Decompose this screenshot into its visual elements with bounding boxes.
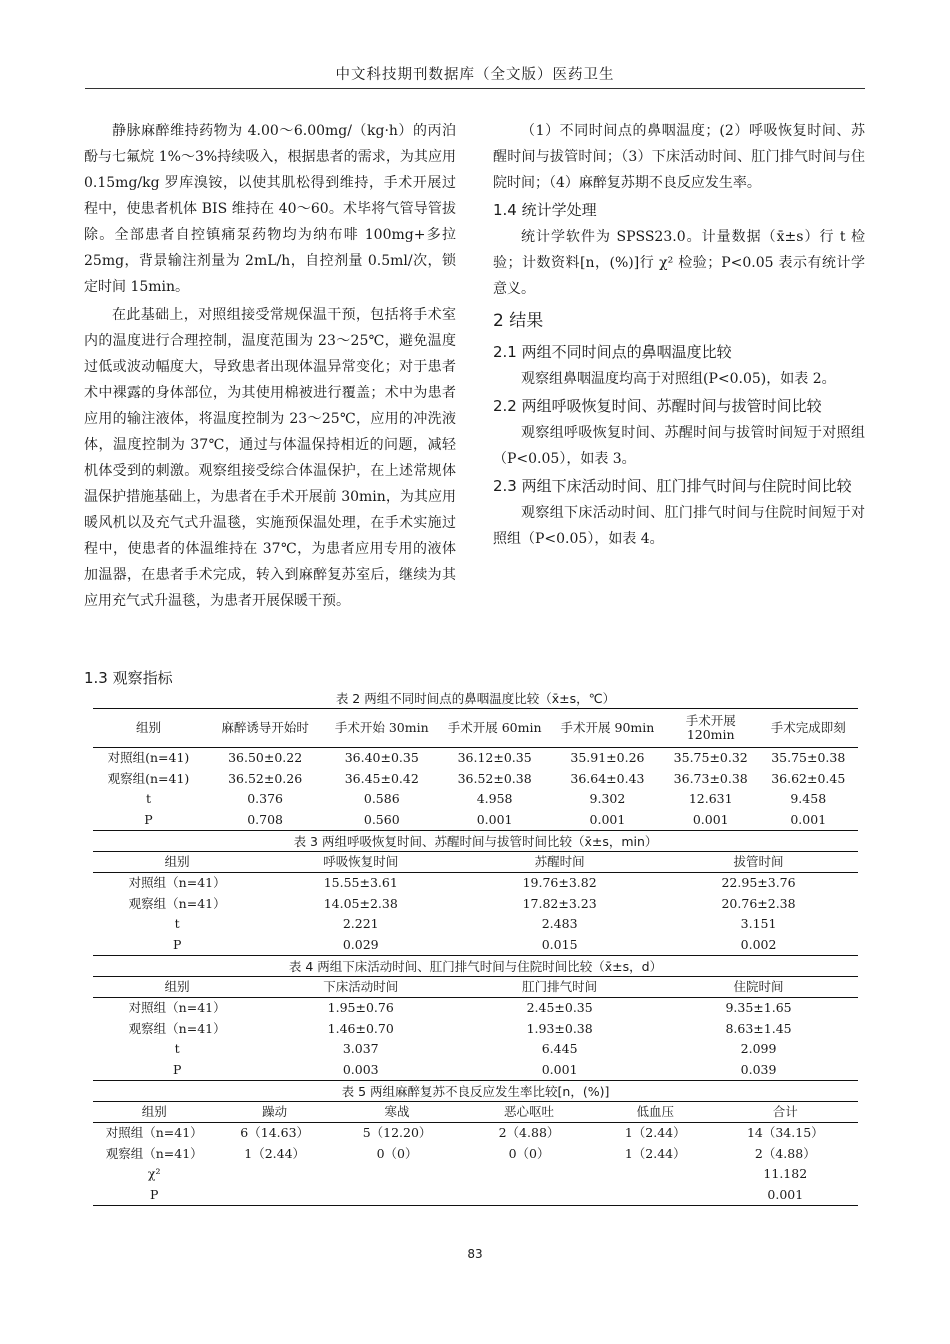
table-cell (460, 1164, 598, 1185)
table-cell: 2（4.88） (754, 1145, 816, 1161)
page-number: 83 (467, 1247, 483, 1261)
table-cell: 2.221 (342, 916, 379, 932)
table-cell: 20.76±2.38 (721, 895, 796, 911)
row-label-cell: 观察组（n=41） (105, 1145, 203, 1161)
table-cell: 1.95±0.76 (327, 1000, 394, 1016)
table-cell: 0.586 (363, 791, 400, 807)
table-cell: 0.560 (363, 811, 400, 827)
column-header: 组别 (93, 852, 261, 873)
table-cell: 0.001 (692, 811, 729, 827)
section-2-1-heading: 2.1 两组不同时间点的鼻咽温度比较 (493, 343, 732, 361)
table-cell: 35.75±0.38 (771, 750, 846, 766)
table-cell: 0.376 (247, 791, 284, 807)
table-cell (215, 1185, 334, 1206)
table-cell: 12.631 (688, 791, 733, 807)
table-row (93, 1039, 858, 1060)
table-cell: 9.302 (589, 791, 626, 807)
table-cell: 14.05±2.38 (323, 895, 398, 911)
column-header: 低血压 (598, 1102, 713, 1123)
result-2-2-paragraph: 观察组呼吸恢复时间、苏醒时间与拔管时间短于对照组（P<0.05），如表 3。 (493, 425, 865, 467)
table-cell: 36.45±0.42 (344, 770, 419, 786)
table-cell (598, 1185, 713, 1206)
row-label-cell: P (172, 1061, 182, 1077)
table-row (93, 789, 858, 810)
table-cell: 1（2.44） (624, 1125, 686, 1141)
table-cell: 35.91±0.26 (570, 750, 645, 766)
table-row (93, 1144, 858, 1165)
table-row (93, 914, 858, 935)
section-1-4-heading: 1.4 统计学处理 (493, 201, 597, 219)
table-cell: 19.76±3.82 (522, 875, 597, 891)
table-cell (460, 1185, 598, 1206)
row-label-cell: 观察组（n=41） (128, 1020, 226, 1036)
section-2-2-heading: 2.2 两组呼吸恢复时间、苏醒时间与拔管时间比较 (493, 397, 822, 415)
header-divider (85, 88, 865, 89)
column-header: 组别 (93, 977, 261, 998)
column-header: 下床活动时间 (261, 977, 460, 998)
table-cell: 0（0） (508, 1145, 550, 1161)
table-cell: 6（14.63） (240, 1125, 310, 1141)
table-cell (598, 1164, 713, 1185)
table-row (93, 1185, 858, 1206)
table-cell: 0（0） (376, 1145, 418, 1161)
column-header: 躁动 (215, 1102, 334, 1123)
column-header: 手术开展 60min (437, 709, 552, 748)
table-2 (93, 708, 858, 831)
table-cell: 0.029 (342, 936, 379, 952)
table-row (93, 1123, 858, 1144)
table-cell: 17.82±3.23 (522, 895, 597, 911)
table-4-caption: 表 4 两组下床活动时间、肛门排气时间与住院时间比较（x̄±s，d） (288, 959, 663, 974)
table-row (93, 873, 858, 894)
row-label-cell: P (144, 811, 153, 827)
table-row (93, 1019, 858, 1040)
table-row (93, 935, 858, 956)
result-2-3-paragraph: 观察组下床活动时间、肛门排气时间与住院时间短于对照组（P<0.05），如表 4。 (493, 505, 865, 547)
column-header: 组别 (93, 709, 204, 748)
row-label-cell: t (174, 1041, 180, 1057)
table-cell: 15.55±3.61 (323, 875, 398, 891)
column-header: 麻醉诱导开始时 (204, 709, 326, 748)
row-label-cell: P (149, 1186, 159, 1202)
table-cell: 0.015 (541, 936, 578, 952)
table-row (93, 1060, 858, 1081)
table-row (93, 769, 858, 790)
table-3 (93, 851, 858, 956)
row-label-cell: 对照组（n=41） (105, 1125, 203, 1141)
table-cell (215, 1164, 334, 1185)
table-cell: 5（12.20） (362, 1125, 432, 1141)
column-header: 住院时间 (659, 977, 858, 998)
table-cell: 0.001 (790, 811, 827, 827)
section-2-heading: 2 结果 (493, 311, 544, 331)
table-cell: 9.458 (790, 791, 827, 807)
journal-header-title: 中文科技期刊数据库（全文版）医药卫生 (335, 67, 615, 83)
table-cell: 1（2.44） (624, 1145, 686, 1161)
table-cell: 9.35±1.65 (725, 1000, 792, 1016)
table-cell: 0.001 (476, 811, 513, 827)
table-cell: 14（34.15） (746, 1125, 824, 1141)
row-label-cell: 观察组（n=41） (128, 895, 226, 911)
column-header: 呼吸恢复时间 (261, 852, 460, 873)
table-cell (334, 1164, 460, 1185)
row-label-cell: 对照组（n=41） (128, 875, 226, 891)
table-row (93, 748, 858, 769)
table-cell: 1（2.44） (244, 1145, 306, 1161)
table-cell: 36.73±0.38 (673, 770, 748, 786)
table-cell: 0.001 (767, 1186, 804, 1202)
table-cell: 0.039 (740, 1061, 777, 1077)
table-cell: 36.62±0.45 (771, 770, 846, 786)
column-header: 寒战 (334, 1102, 460, 1123)
anesthesia-maintenance-paragraph: 静脉麻醉维持药物为 4.00～6.00mg/（kg·h）的丙泊酚与七氟烷 1%～3%持续吸入，根据患者的需求，为其应用 0.15mg/kg 罗库溴铵，以使其肌松得到维持，手术开展过程中，使患者机体 BIS 维持在 40～60。术毕将气管导管拔除。全部患者自控镇痛泵药物均为纳布啡 100mg+多拉 25mg，背景输注剂量为 2mL/h，自控剂量 0.5ml/次，锁定时间 15min。 (84, 123, 456, 295)
table-cell: 35.75±0.32 (673, 750, 748, 766)
table-cell: 36.50±0.22 (228, 750, 303, 766)
table-cell: 2.45±0.35 (526, 1000, 593, 1016)
statistics-paragraph: 统计学软件为 SPSS23.0。计量数据（x̄±s）行 t 检验；计数资料[n，(%)]行 χ² 检验；P<0.05 表示有统计学意义。 (493, 229, 865, 297)
table-cell: 2.483 (541, 916, 578, 932)
row-label-cell: 对照组(n=41) (107, 750, 190, 766)
table-3-caption: 表 3 两组呼吸恢复时间、苏醒时间与拔管时间比较（x̄±s，min） (293, 834, 658, 849)
table-cell: 36.64±0.43 (570, 770, 645, 786)
table-cell: 3.151 (740, 916, 777, 932)
table-cell: 36.40±0.35 (344, 750, 419, 766)
table-cell: 2（4.88） (498, 1125, 560, 1141)
section-1-3-heading: 1.3 观察指标 (84, 669, 173, 687)
column-header: 拔管时间 (659, 852, 858, 873)
column-header: 肛门排气时间 (460, 977, 659, 998)
table-cell: 0.708 (247, 811, 284, 827)
table-cell: 1.46±0.70 (327, 1020, 394, 1036)
column-header: 组别 (93, 1102, 215, 1123)
left-column (84, 118, 456, 614)
table-row (93, 998, 858, 1019)
section-2-3-heading: 2.3 两组下床活动时间、肛门排气时间与住院时间比较 (493, 477, 852, 495)
table-cell: 22.95±3.76 (721, 875, 796, 891)
table-2-caption: 表 2 两组不同时间点的鼻咽温度比较（x̄±s，℃） (335, 691, 616, 706)
row-label-cell: t (174, 916, 180, 932)
table-cell: 0.001 (541, 1061, 578, 1077)
temperature-intervention-paragraph: 在此基础上，对照组接受常规保温干预，包括将手术室内的温度进行合理控制，温度范围为 23～25℃，避免温度过低或波动幅度大，导致患者出现体温异常变化；对于患者术中裸露的身体部位，为其使用棉被进行覆盖；术中为患者应用的输注液体，将温度控制为 23～25℃，应用的冲洗液体，温度控制为 37℃，通过与体温保持相近的问题，减轻机体受到的刺激。观察组接受综合体温保护，在上述常规体温保护措施基础上，为患者在手术开展前 30min，为其应用暖风机以及充气式升温毯，实施预保温处理，在手术实施过程中，使患者的体温维持在 37℃，为患者应用专用的液体加温器，在患者手术完成，转入到麻醉复苏室后，继续为其应用充气式升温毯，为患者开展保暖干预。 (84, 307, 456, 609)
table-row (93, 1164, 858, 1185)
table-cell: 36.52±0.38 (457, 770, 532, 786)
table-cell: 36.12±0.35 (457, 750, 532, 766)
table-cell: 2.099 (740, 1041, 777, 1057)
table-cell: 36.52±0.26 (228, 770, 303, 786)
table-cell: 1.93±0.38 (526, 1020, 593, 1036)
column-header: 手术开展 120min (663, 709, 759, 748)
column-header: 手术完成即刻 (759, 709, 858, 748)
column-header: 合计 (713, 1102, 858, 1123)
table-row (93, 810, 858, 831)
column-header: 手术开始 30min (326, 709, 437, 748)
right-column (493, 118, 865, 552)
table-cell: 11.182 (763, 1166, 808, 1182)
column-header: 苏醒时间 (460, 852, 659, 873)
column-header: 手术开展 90min (552, 709, 663, 748)
table-cell: 4.958 (476, 791, 513, 807)
column-header: 恶心呕吐 (460, 1102, 598, 1123)
table-cell: 6.445 (541, 1041, 578, 1057)
table-cell: 0.003 (342, 1061, 379, 1077)
row-label-cell: χ² (147, 1166, 161, 1182)
tables-area (93, 690, 858, 1208)
table-cell: 3.037 (342, 1041, 379, 1057)
table-cell (334, 1185, 460, 1206)
row-label-cell: 对照组（n=41） (128, 1000, 226, 1016)
table-5-caption: 表 5 两组麻醉复苏不良反应发生率比较[n，(%)] (341, 1084, 610, 1099)
row-label-cell: 观察组(n=41) (107, 770, 190, 786)
table-cell: 0.002 (740, 936, 777, 952)
result-2-1-paragraph: 观察组鼻咽温度均高于对照组(P<0.05)，如表 2。 (521, 371, 836, 387)
row-label-cell: t (145, 791, 151, 807)
row-label-cell: P (172, 936, 182, 952)
table-cell: 0.001 (589, 811, 626, 827)
table-4 (93, 976, 858, 1081)
table-row (93, 894, 858, 915)
table-5 (93, 1101, 858, 1206)
table-cell: 8.63±1.45 (725, 1020, 792, 1036)
observation-indicators-paragraph: （1）不同时间点的鼻咽温度；(2）呼吸恢复时间、苏醒时间与拔管时间；（3）下床活动时间、肛门排气时间与住院时间；（4）麻醉复苏期不良反应发生率。 (493, 123, 865, 191)
